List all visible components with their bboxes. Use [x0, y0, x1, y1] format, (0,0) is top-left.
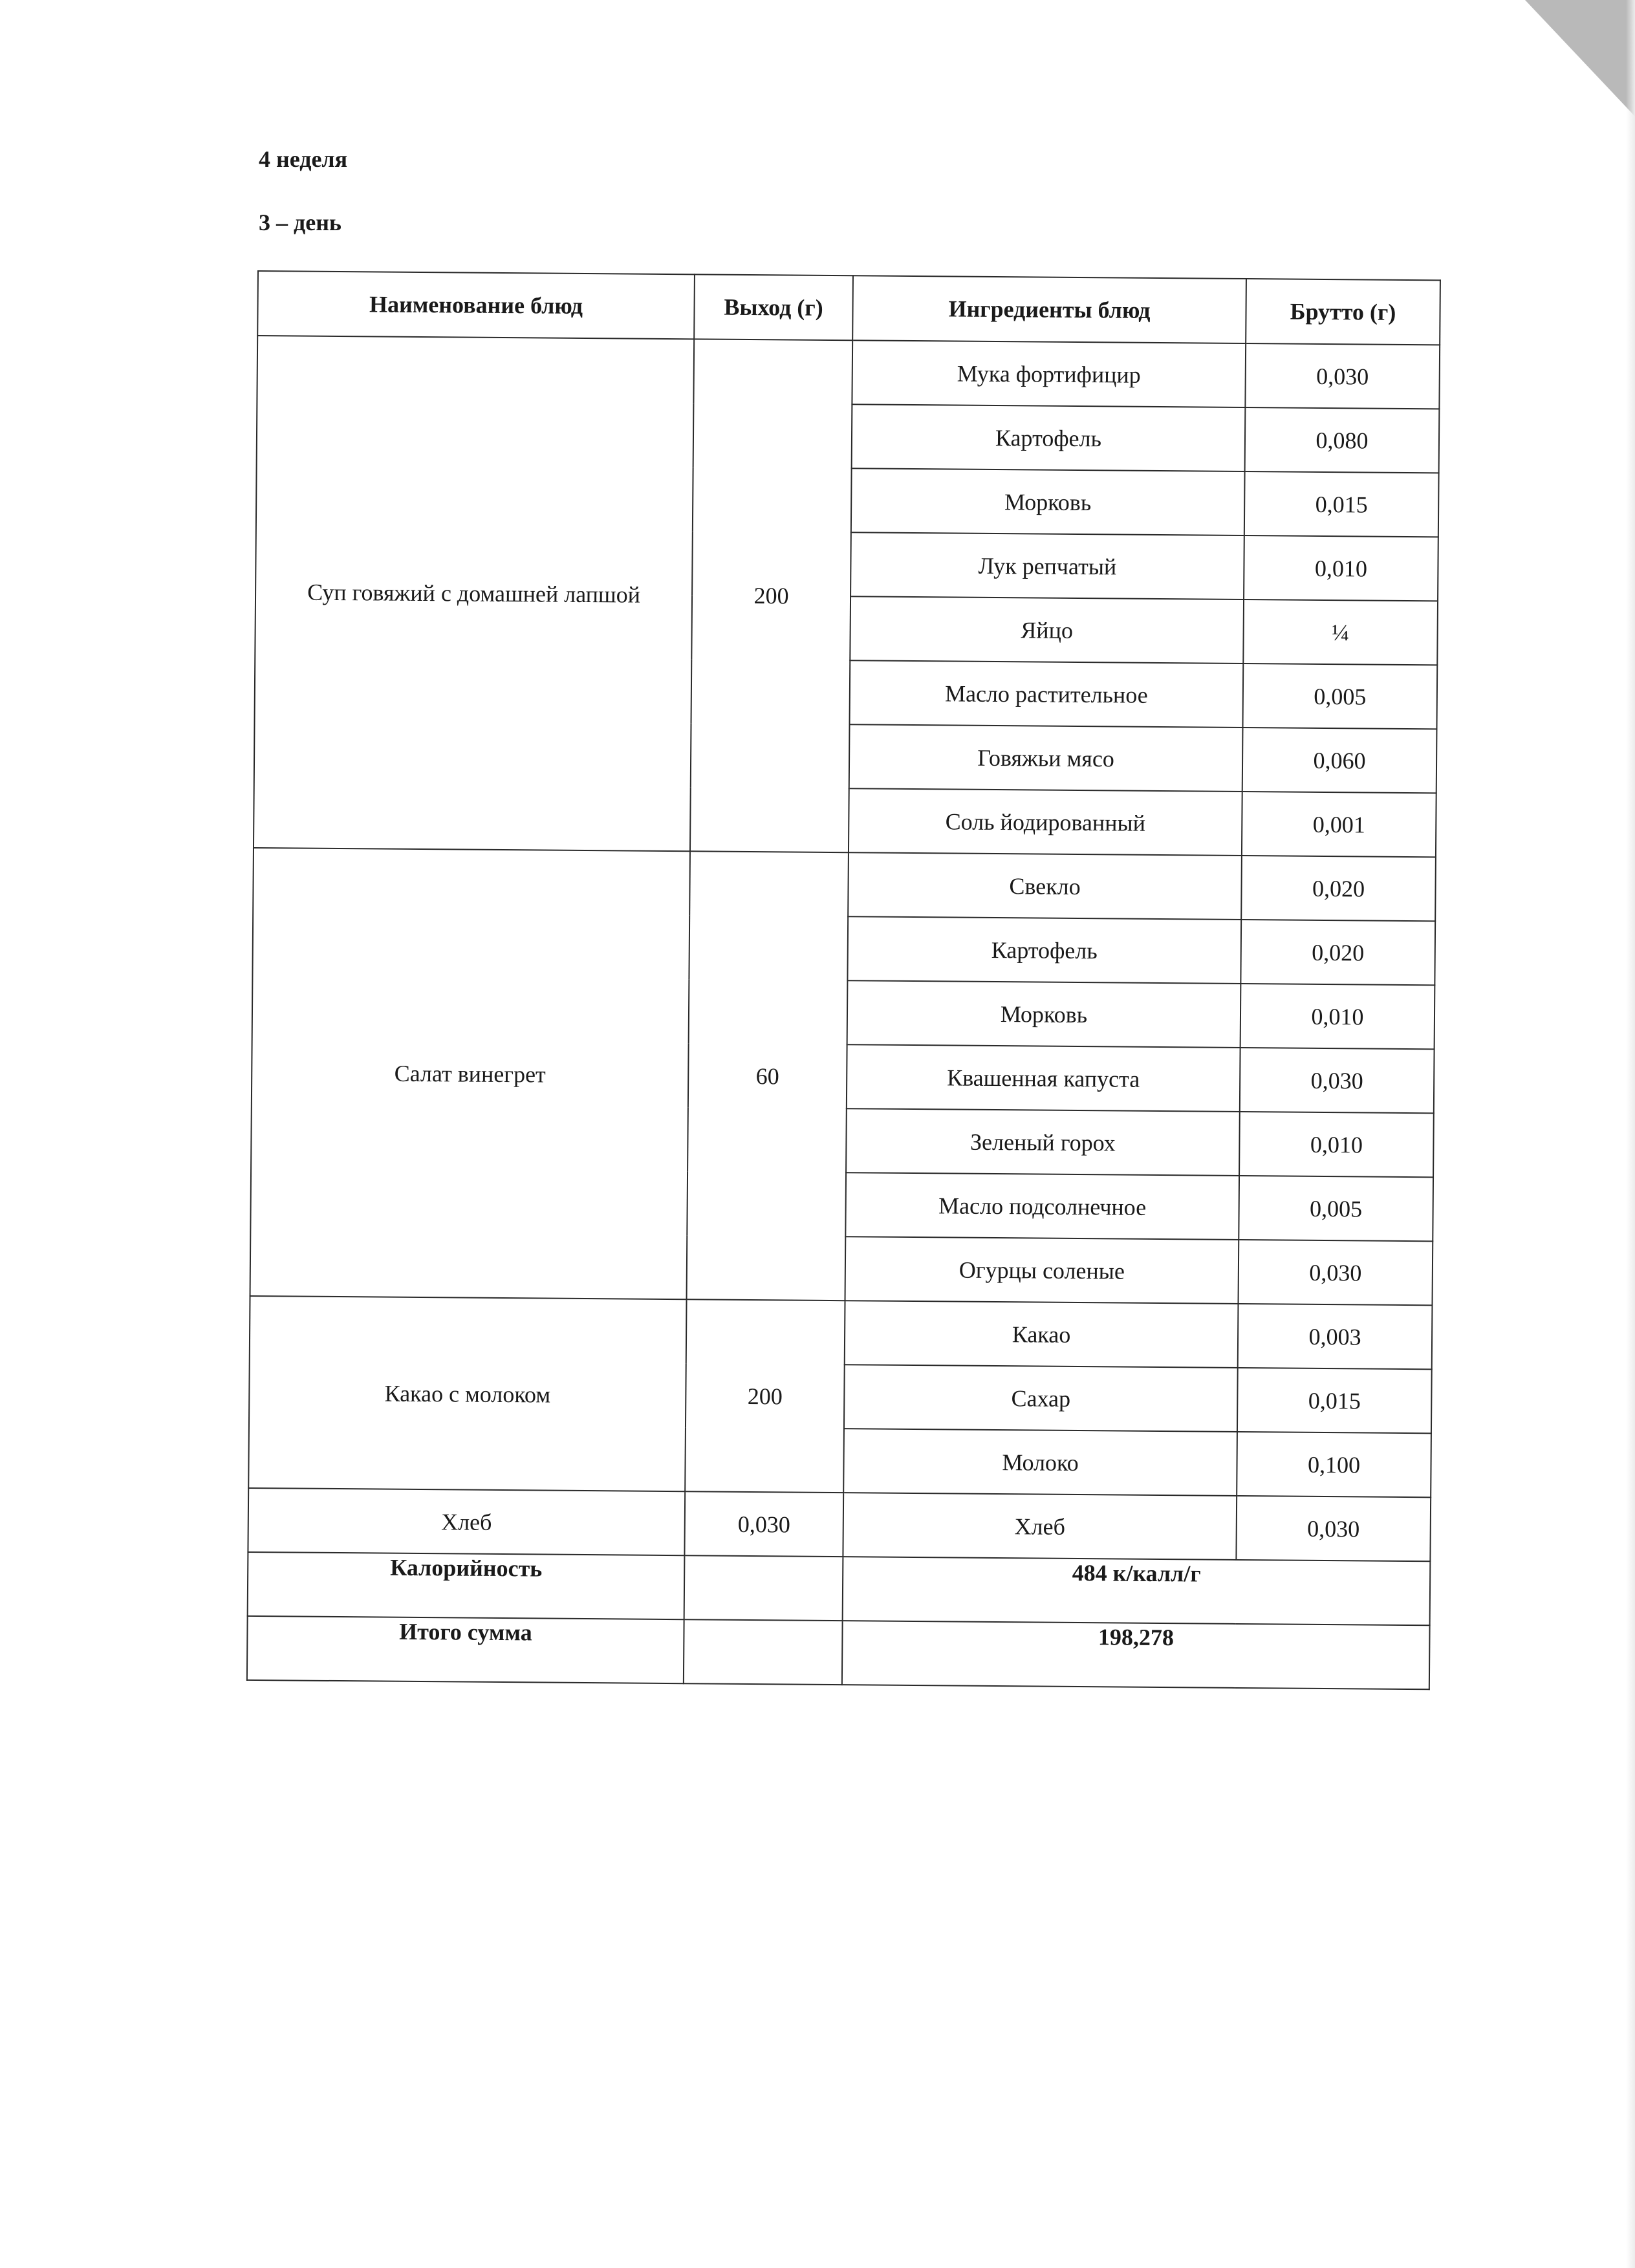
- col-header-gross: Брутто (г): [1246, 279, 1440, 345]
- dish-yield: 200: [685, 1299, 845, 1493]
- ingredient-name: Мука фортифицир: [852, 340, 1246, 407]
- page-edge-shadow: [1626, 0, 1635, 2268]
- ingredient-name: Соль йодированный: [849, 788, 1242, 856]
- day-heading: 3 – день: [259, 210, 341, 235]
- dish-yield: 0,030: [684, 1491, 843, 1557]
- menu-table: [246, 270, 1441, 1690]
- ingredient-name: Морковь: [847, 980, 1241, 1048]
- ingredient-name: Масло подсолнечное: [845, 1172, 1239, 1240]
- calories-row: [248, 1552, 1431, 1625]
- ingredient-gross: 0,080: [1245, 407, 1440, 473]
- ingredient-gross: 0,100: [1237, 1432, 1431, 1497]
- ingredient-name: Свекло: [848, 852, 1242, 920]
- ingredient-gross: 0,020: [1240, 920, 1435, 985]
- calories-empty-cell: [684, 1555, 843, 1621]
- ingredient-gross: 0,001: [1242, 792, 1436, 857]
- ingredient-gross: 0,005: [1242, 664, 1437, 729]
- ingredient-name: Сахар: [844, 1365, 1238, 1432]
- ingredient-gross: ¼: [1243, 599, 1438, 665]
- ingredient-gross: 0,010: [1244, 535, 1438, 601]
- calories-label: Калорийность: [248, 1552, 685, 1619]
- total-sum-value: 198,278: [842, 1621, 1430, 1689]
- calories-value: 484 к/калл/г: [843, 1557, 1431, 1625]
- table-row: [248, 1488, 1431, 1561]
- total-sum-row: [247, 1616, 1430, 1689]
- col-header-yield: Выход (г): [694, 274, 853, 340]
- ingredient-name: Говяжьи мясо: [849, 724, 1243, 792]
- ingredient-name: Масло растительное: [850, 660, 1244, 728]
- dish-yield: 60: [687, 851, 849, 1301]
- folded-page-corner: [1525, 0, 1635, 116]
- ingredient-name: Картофель: [852, 404, 1246, 471]
- ingredient-gross: 0,030: [1245, 343, 1440, 409]
- ingredient-gross: 0,030: [1240, 1048, 1435, 1113]
- ingredient-gross: 0,020: [1241, 856, 1436, 921]
- table-header-row: [257, 271, 1440, 345]
- ingredient-name: Яйцо: [850, 596, 1244, 664]
- ingredient-gross: 0,010: [1240, 984, 1435, 1049]
- ingredient-name: Морковь: [851, 468, 1245, 535]
- ingredient-gross: 0,060: [1242, 728, 1437, 793]
- ingredient-name: Картофель: [847, 916, 1241, 984]
- ingredient-gross: 0,015: [1237, 1368, 1432, 1433]
- ingredient-name: Огурцы соленые: [845, 1237, 1239, 1304]
- dish-name: Суп говяжий с домашней лапшой: [254, 336, 694, 851]
- ingredient-name: Лук репчатый: [850, 532, 1244, 599]
- table-row: [257, 336, 1440, 409]
- ingredient-gross: 0,030: [1238, 1240, 1433, 1305]
- total-sum-label: Итого сумма: [247, 1616, 684, 1683]
- ingredient-name: Зеленый горох: [846, 1108, 1240, 1176]
- dish-name: Салат винегрет: [250, 848, 690, 1299]
- table-row: [250, 1296, 1433, 1369]
- ingredient-gross: 0,003: [1238, 1304, 1433, 1369]
- col-header-dish: Наименование блюд: [257, 271, 695, 339]
- ingredient-gross: 0,030: [1236, 1496, 1431, 1561]
- dish-yield: 200: [690, 339, 852, 852]
- ingredient-name: Молоко: [843, 1429, 1237, 1496]
- dish-name: Хлеб: [248, 1488, 685, 1555]
- ingredient-name: Хлеб: [843, 1493, 1237, 1560]
- week-heading: 4 неделя: [259, 146, 348, 172]
- col-header-ingredients: Ингредиенты блюд: [852, 275, 1246, 343]
- table-row: [253, 848, 1436, 921]
- ingredient-name: Какао: [845, 1301, 1239, 1368]
- ingredient-gross: 0,005: [1239, 1176, 1433, 1241]
- ingredient-name: Квашенная капуста: [847, 1044, 1240, 1112]
- dish-name: Какао с молоком: [248, 1296, 686, 1491]
- ingredient-gross: 0,010: [1239, 1112, 1434, 1177]
- ingredient-gross: 0,015: [1244, 471, 1439, 537]
- menu-body: [248, 336, 1440, 1561]
- total-sum-empty-cell: [684, 1619, 843, 1685]
